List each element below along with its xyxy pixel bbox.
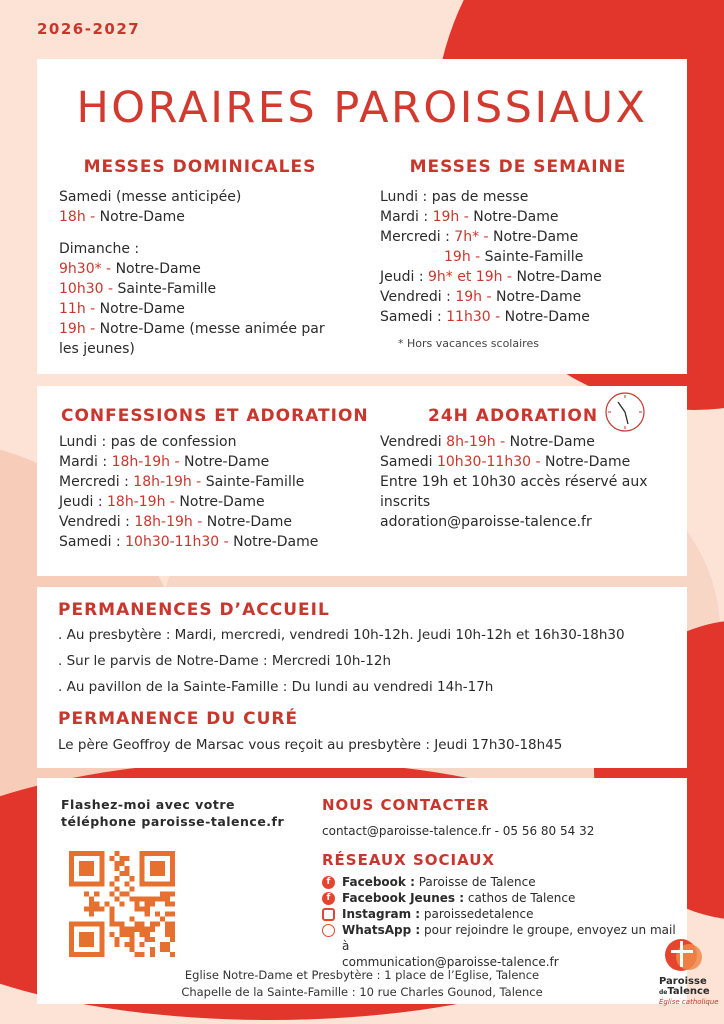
confession-monday-row: Lundi : pas de confession [59, 434, 237, 450]
logo-mark-icon [659, 935, 707, 973]
facebook-icon: f [322, 876, 335, 889]
sunday-row: 10h30 - Sainte-Famille [59, 281, 217, 297]
thursday-row: Jeudi : 9h* et 19h - Notre-Dame [380, 269, 602, 285]
social-title: RÉSEAUX SOCIAUX [322, 851, 495, 869]
confession-row: Jeudi : 18h-19h - Notre-Dame [59, 494, 265, 510]
confession-row: Samedi : 10h30-11h30 - Notre-Dame [59, 534, 319, 550]
confessions-card [37, 386, 687, 576]
contact-card [37, 778, 719, 1006]
confession-row: Vendredi : 18h-19h - Notre-Dame [59, 514, 292, 530]
qr-caption: Flashez-moi avec votre téléphone paroisse-talence.fr [61, 797, 285, 829]
instagram-icon [322, 908, 335, 921]
facebook-jeunes-link[interactable]: f Facebook Jeunes : cathos de Talence [322, 890, 682, 906]
parish-logo: Paroisse deTalence Église catholique [659, 935, 719, 1003]
sunday-row-continuation: les jeunes) [59, 341, 135, 357]
confession-row: Mercredi : 18h-19h - Sainte-Famille [59, 474, 305, 490]
adoration-friday-row: Vendredi 8h-19h - Notre-Dame [380, 434, 595, 450]
confession-row: Mardi : 18h-19h - Notre-Dame [59, 454, 270, 470]
cure-text: Le père Geoffroy de Marsac vous reçoit au presbytère : Jeudi 17h30-18h45 [58, 737, 563, 753]
sunday-row: 11h - Notre-Dame [59, 301, 185, 317]
permanences-card [37, 587, 687, 768]
facebook-link[interactable]: f Facebook : Paroisse de Talence [322, 874, 682, 890]
footnote: * Hors vacances scolaires [398, 337, 539, 350]
address-line: Eglise Notre-Dame et Presbytère : 1 place de l’Eglise, Talence [184, 968, 540, 982]
adoration-note: Entre 19h et 10h30 accès réservé aux [380, 474, 648, 490]
whatsapp-link[interactable]: WhatsApp : pour rejoindre le groupe, envoyez un mail à communication@paroisse-talence.fr [322, 922, 682, 970]
sunday-row: 9h30* - Notre-Dame [59, 261, 201, 277]
saturday-label: Samedi (messe anticipée) [59, 189, 242, 205]
whatsapp-icon [322, 924, 335, 937]
weekday-masses-section [380, 157, 680, 350]
cure-title: PERMANENCE DU CURÉ [58, 709, 299, 729]
adoration-note-continuation: inscrits [380, 494, 431, 510]
accueil-item: . Sur le parvis de Notre-Dame : Mercredi 10h-12h [58, 653, 391, 669]
sunday-label: Dimanche : [59, 241, 140, 257]
friday-row: Vendredi : 19h - Notre-Dame [380, 289, 582, 305]
sunday-masses-section [59, 157, 359, 359]
sunday-row: 19h - Notre-Dame (messe animée par [59, 321, 325, 337]
page-title: HORAIRES PAROISSIAUX [76, 83, 648, 133]
accueil-item: . Au pavillon de la Sainte-Famille : Du lundi au vendredi 14h-17h [58, 679, 494, 695]
year-label: 2026-2027 [37, 20, 141, 38]
contact-section [322, 796, 682, 970]
accueil-item: . Au presbytère : Mardi, mercredi, vendredi 10h-12h. Jeudi 10h-12h et 16h30-18h30 [58, 627, 625, 643]
saturday-row: Samedi : 11h30 - Notre-Dame [380, 309, 590, 325]
sunday-masses-title: MESSES DOMINICALES [83, 157, 317, 177]
tuesday-row: Mardi : 19h - Notre-Dame [380, 209, 559, 225]
masses-card [37, 59, 687, 374]
adoration-saturday-row: Samedi 10h30-11h30 - Notre-Dame [380, 454, 631, 470]
accueil-section [58, 600, 678, 755]
wednesday-row: Mercredi : 7h* - Notre-Dame [380, 229, 579, 245]
monday-row: Lundi : pas de messe [380, 189, 529, 205]
confessions-section [59, 406, 379, 552]
confessions-title: CONFESSIONS ET ADORATION [61, 406, 369, 426]
address-line: Chapelle de la Sainte-Famille : 10 rue Charles Gounod, Talence [181, 985, 543, 999]
saturday-row: 18h - Notre-Dame [59, 209, 185, 225]
facebook-icon: f [322, 892, 335, 905]
instagram-link[interactable]: Instagram : paroissedetalence [322, 906, 682, 922]
accueil-title: PERMANENCES D’ACCUEIL [58, 600, 330, 620]
qr-code[interactable] [69, 851, 175, 957]
address-footer [37, 967, 687, 1001]
adoration-email: adoration@paroisse-talence.fr [380, 514, 592, 530]
contact-line[interactable]: contact@paroisse-talence.fr - 05 56 80 54 32 [322, 824, 595, 838]
clock-icon [604, 391, 646, 433]
adoration-title: 24H ADORATION [428, 406, 599, 426]
contact-title: NOUS CONTACTER [322, 796, 490, 814]
wednesday-row-2: 19h - Sainte-Famille [444, 249, 584, 265]
weekday-masses-title: MESSES DE SEMAINE [409, 157, 627, 177]
